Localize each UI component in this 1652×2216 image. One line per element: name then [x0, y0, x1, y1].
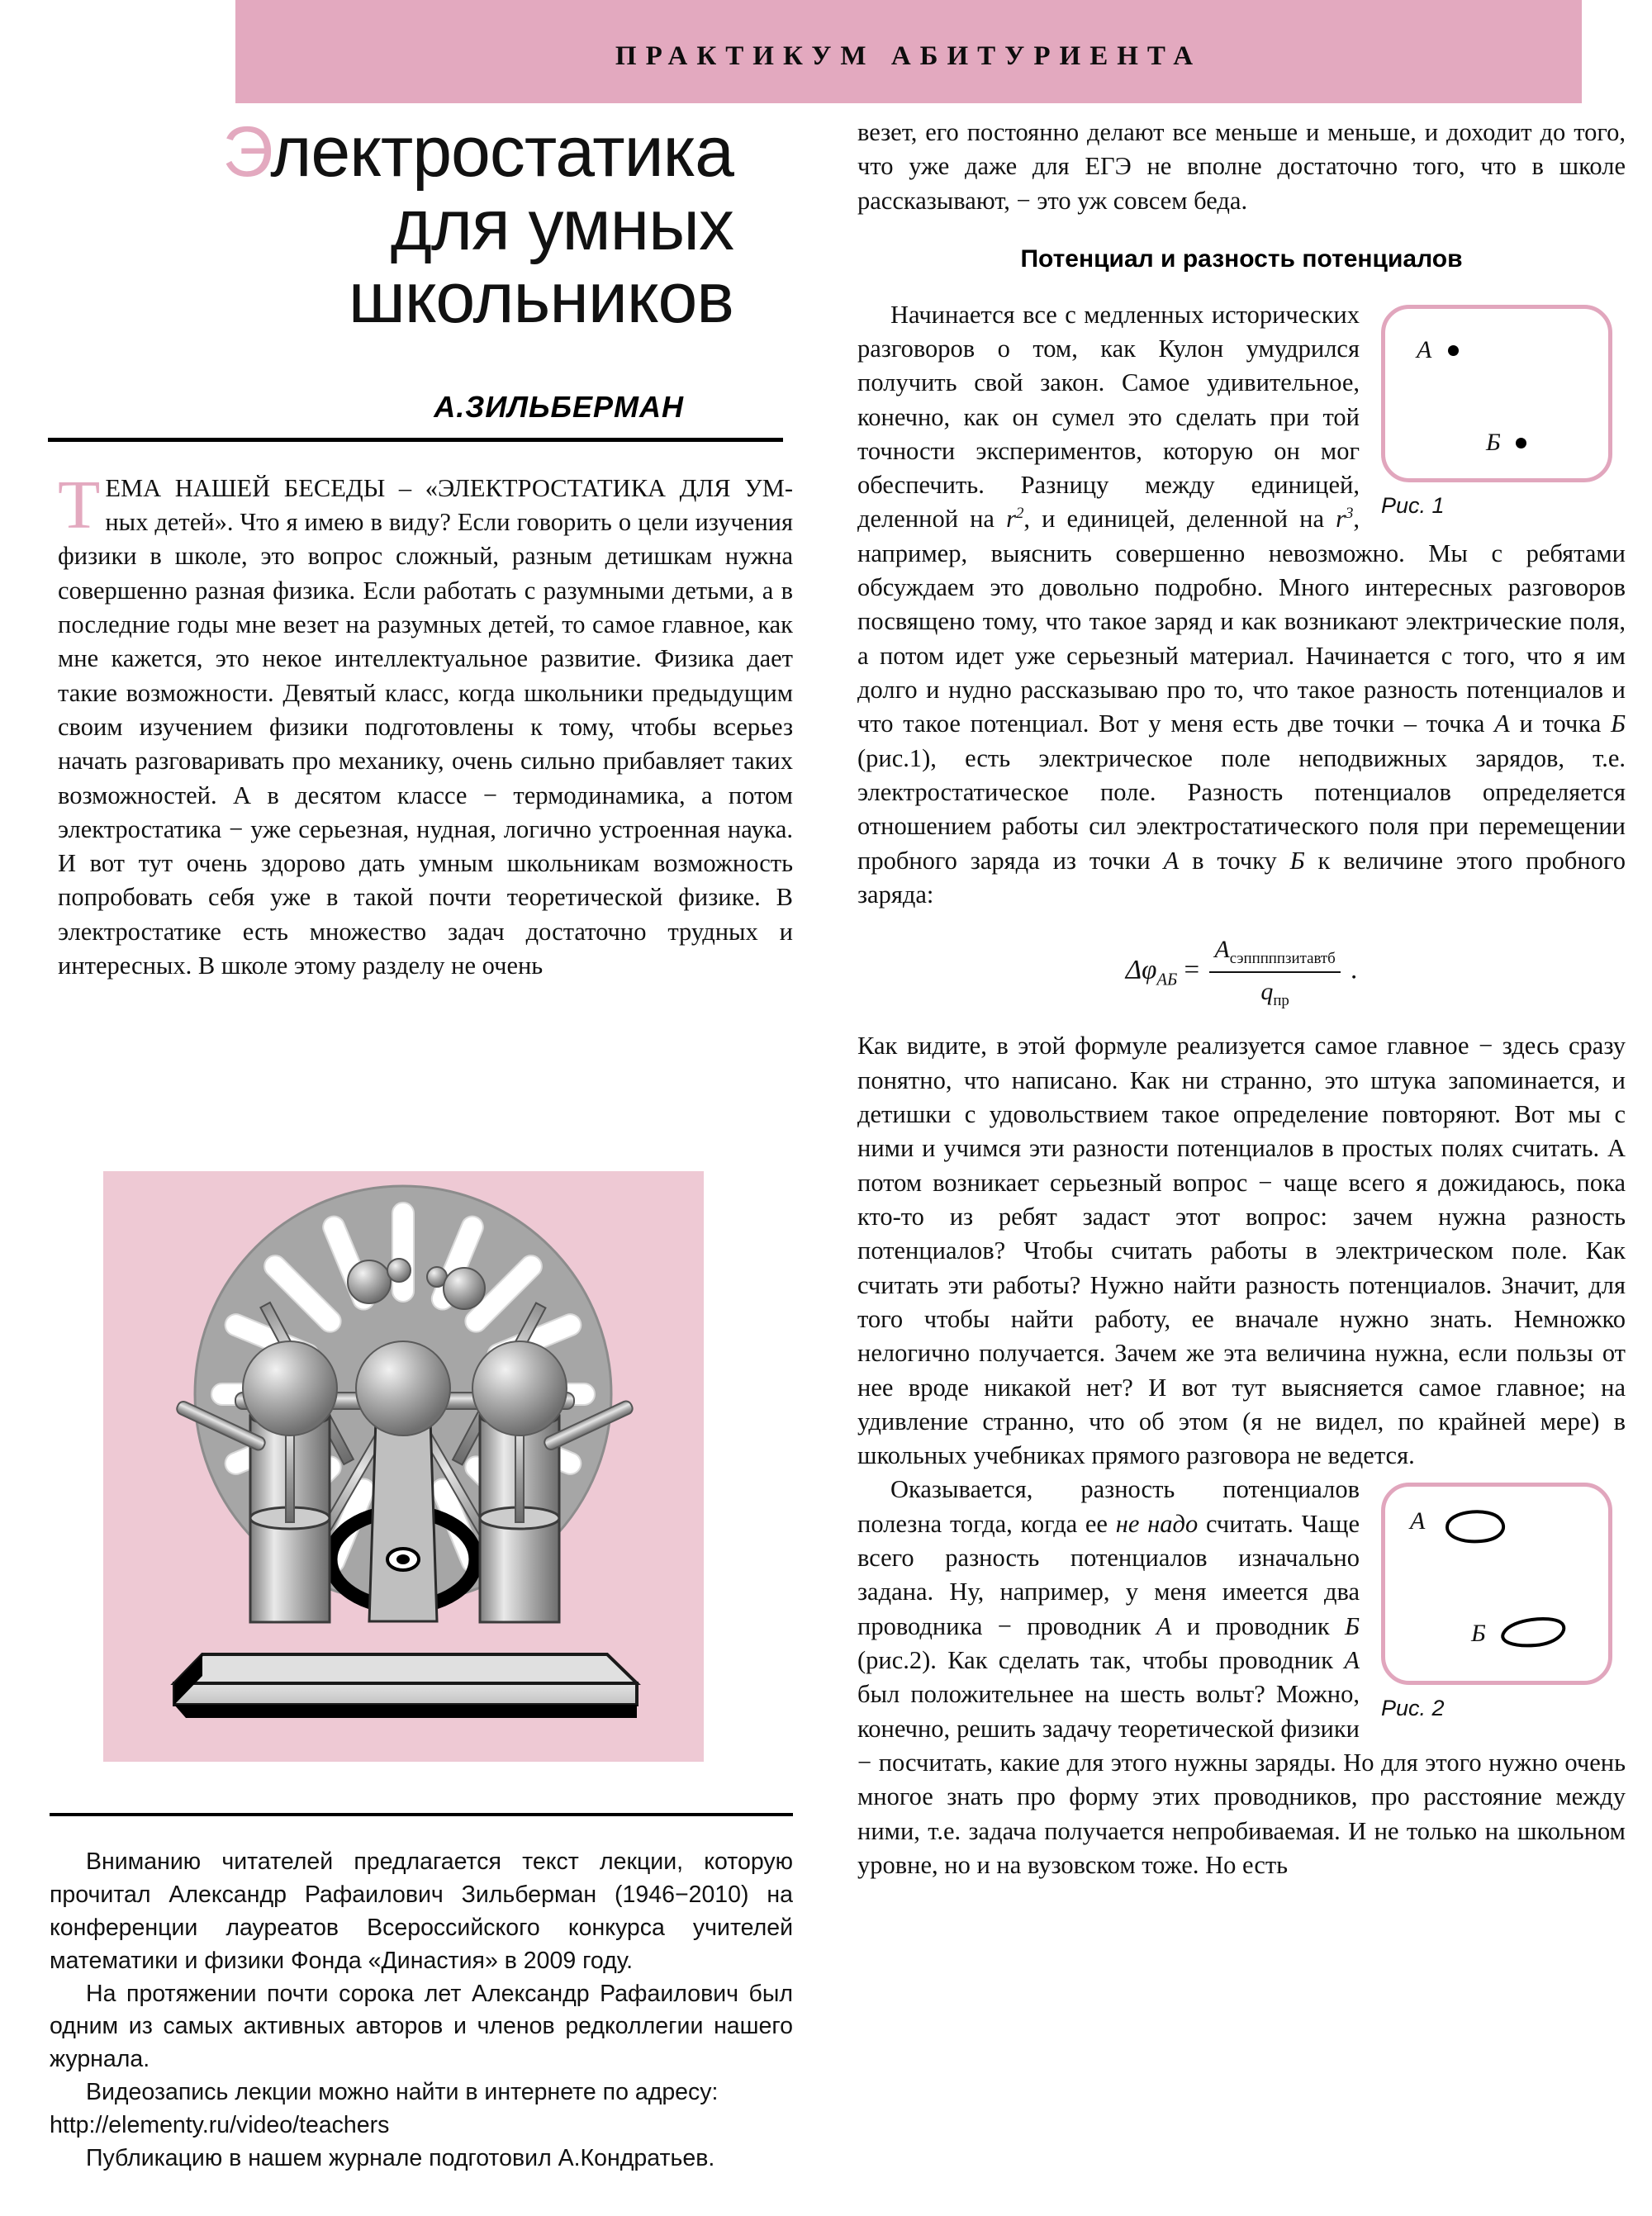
banner-title: ПРАКТИКУМ АБИТУРИЕНТА	[615, 41, 1203, 71]
rp1-r2-exp: 2	[1015, 505, 1024, 523]
page-title	[58, 112, 793, 339]
title-initial-cap: Э	[222, 112, 271, 192]
rp3-part-e: был положительнее на шесть вольт? Можно, конечно, решить задачу теоретической физики − посчитать, какие для этого нужны заряды. Но для этого нужно очень многое знать про форму этих проводников, про расстояние между ними, т.е. задача получается непробиваемая. И не только на школьном уровне, но и на вузовском тоже. Но есть	[857, 1680, 1626, 1879]
machine-base	[174, 1654, 637, 1718]
title-line-1-rest: лектростатика	[270, 112, 733, 192]
terminal-spheres	[243, 1341, 567, 1435]
section-subheading: Потенциал и разность потенциалов	[1020, 244, 1463, 273]
rp1-point-b2: Б	[1289, 846, 1305, 875]
rp3-part-c: и проводник	[1171, 1611, 1345, 1640]
lead-smallcaps: ЕМА НАШЕЙ БЕСЕДЫ – «ЭЛЕКТРОСТАТИКА ДЛЯ УМ-	[105, 473, 793, 502]
figure-1-point-b	[1516, 438, 1526, 448]
formula-equals: =	[1184, 955, 1200, 985]
rp3-conductor-b: Б	[1345, 1611, 1360, 1640]
rp1-part-g: к величине этого пробного заряда:	[857, 846, 1626, 909]
formula-fraction	[1209, 933, 1340, 1011]
figure-2-label-a: А	[1410, 1507, 1426, 1535]
figure-1-point-a	[1448, 345, 1459, 356]
author-byline: А.ЗИЛЬБЕРМАН	[434, 389, 684, 424]
rp1-part-e: (рис.1), есть электрическое поле неподвижных зарядов, т.е. электростатическое поле. Разность потенциалов определяется отношением работы сил электростатического поля при перемещении пробного заряда из точки	[857, 743, 1626, 875]
lead-body: ных детей». Что я имею в виду? Если говорить о цели изучения физики в школе, это вопрос сложный, разным детишкам нужна совершенно разная физика. Если работать с разумными детьми, а в последние годы мне везет на разумных детей, то самое главное, как мне кажется, это некое интеллектуальное развитие. Физика дает такие возможности. Девятый класс, когда школьники предыдущим своим изучением физики подготовлены к тому, чтобы всерьез начать разговаривать про механику, очень сильно прибавляет таких возможностей. А в десятом классе − термодинамика, а потом электростатика − уже серьезная, нудная, логично устроенная наука. И вот тут очень здорово дать умным школьникам возможность попробовать себя уже в такой почти теоретической физике. В электростатике есть множество задач достаточно трудных и интересных. В школе этому разделу не очень	[58, 508, 793, 980]
title-line-3: школьников	[348, 259, 733, 339]
editorial-footnote	[50, 1846, 793, 2176]
figure-2-box	[1381, 1483, 1612, 1685]
title-line-1	[58, 112, 733, 192]
rp3-part-d: (рис.2). Как сделать так, чтобы проводник	[857, 1646, 1345, 1675]
formula-denominator	[1209, 973, 1340, 1012]
right-paragraph-2: Как видите, в этой формуле реализуется самое главное − здесь сразу понятно, что написано. Как ни странно, это штука запоминается, и детишки с удовольствием такое определение повторяют. Вот мы с ними и учимся эти разности потенциалов в простых полях считать. А потом возникает серьезный вопрос − чаще всего я дожидаюсь, пока кто-то из ребят задаст этот вопрос: зачем нужна разность потенциалов? Чтобы считать работы в электрическом поле. Как считать эти работы? Нужно найти разность потенциалов. Значит, для того чтобы найти работу, ее вначале нужно знать. Немножко нелогично получается. Зачем же эта величина нужна, если пользы от нее вроде никакой нет? И вот тут выясняется самое главное; на удивление странно, что об этом (я не видел, по крайней мере) в школьных учебниках прямого разговора не ведется.	[857, 1032, 1626, 1470]
drop-cap: Т	[58, 466, 101, 543]
rp1-part-c: , например, выяснить совершенно невозможно. Мы с ребятами обсуждаем это довольно подробно. Много интересных разговоров посвящено тому, что такое заряд и как возникают электрические поля, а потом идет уже серьезный материал. Начинается с того, что я им долго и нудно рассказываю про то, что такое разность потенциалов и что такое потенциал. Вот у меня есть две точки – точка	[857, 505, 1626, 738]
wimshurst-machine-svg	[103, 1171, 704, 1762]
formula-denominator-subscript: пр	[1273, 991, 1289, 1009]
potential-difference-formula	[857, 933, 1626, 1011]
title-line-2: для умных	[390, 185, 733, 265]
figure-1-box	[1381, 305, 1612, 482]
rp3-emphasis: не надо	[1115, 1509, 1199, 1538]
left-column	[58, 112, 793, 983]
footnote-paragraph-1: Вниманию читателей предлагается текст лекции, которую прочитал Александр Рафаилович Зильберман (1946−2010) на конференции лауреатов Всероссийского конкурса учителей математики и физики Фонда «Династия» в 2009 году.	[50, 1848, 793, 1974]
footnote-paragraph-4: Публикацию в нашем журнале подготовил А.Кондратьев.	[86, 2145, 715, 2172]
formula-lhs-delta-phi: Δφ	[1125, 955, 1157, 985]
rp1-part-f: в точку	[1179, 846, 1290, 875]
rp3-conductor-a2: А	[1344, 1646, 1360, 1675]
figure-1-caption: Рис. 1	[1381, 492, 1445, 518]
electrostatic-machine-illustration	[103, 1171, 704, 1762]
figure-1-label-a: А	[1417, 335, 1432, 363]
right-top-paragraph: везет, его постоянно делают все меньше и меньше, и доходит до того, что уже даже для ЕГЭ не вполне достаточно того, что в школе рассказывают, − это уж совсем беда.	[857, 118, 1626, 215]
rp1-part-d: и точка	[1509, 709, 1611, 738]
header-banner	[235, 0, 1582, 103]
figure-1-label-b: Б	[1486, 428, 1501, 456]
rp1-point-b: Б	[1611, 709, 1626, 738]
rp3-part-a: Оказывается, разность потенциалов полезна тогда, когда ее	[857, 1475, 1360, 1538]
figure-1	[1381, 305, 1626, 521]
formula-denominator-base: q	[1260, 977, 1274, 1005]
byline-rule	[48, 438, 783, 442]
formula-numerator-base: A	[1214, 936, 1230, 964]
figure-2-conductors	[1389, 1490, 1603, 1680]
formula-period: .	[1351, 955, 1358, 985]
formula-numerator	[1209, 933, 1340, 973]
rp1-point-a: А	[1494, 709, 1510, 738]
rp1-r3-base: r	[1336, 505, 1346, 534]
figure-2	[1381, 1483, 1626, 1724]
rp3-part-b: считать. Чаще всего разность потенциалов изначально задана. Ну, например, у меня имеется два проводника − проводник	[857, 1509, 1360, 1640]
formula-lhs-subscript: АБ	[1156, 970, 1178, 989]
rp1-r2-base: r	[1006, 505, 1016, 534]
footnote-paragraph-2: На протяжении почти сорока лет Александр Рафаилович был одним из самых активных авторов и членов редколлегии нашего журнала.	[50, 1980, 793, 2073]
rp1-part-a: Начинается все с медленных исторических разговоров о том, как Кулон умудрился получить свой закон. Самое удивительное, конечно, как он сумел это сделать при той точности экспериментов, которую он мог обеспечить. Разницу между единицей, деленной на	[857, 300, 1360, 534]
right-column	[857, 116, 1626, 1882]
footnote-paragraph-3: Видеозапись лекции можно найти в интернете по адресу:	[86, 2079, 719, 2106]
centre-pillar	[369, 1419, 437, 1621]
formula-numerator-subscript: сэпппппзитавтб	[1229, 950, 1336, 968]
figure-2-label-b: Б	[1471, 1620, 1486, 1648]
footnote-divider	[50, 1813, 793, 1816]
rp1-part-b: , и единицей, деленной на	[1023, 505, 1336, 534]
lead-paragraph	[58, 466, 793, 984]
figure-2-caption: Рис. 2	[1381, 1696, 1445, 1721]
footnote-url[interactable]: http://elementy.ru/video/teachers	[50, 2112, 390, 2139]
rp1-point-a2: А	[1163, 846, 1180, 875]
rp3-conductor-a: А	[1156, 1611, 1172, 1640]
rp1-r3-exp: 3	[1345, 505, 1354, 523]
